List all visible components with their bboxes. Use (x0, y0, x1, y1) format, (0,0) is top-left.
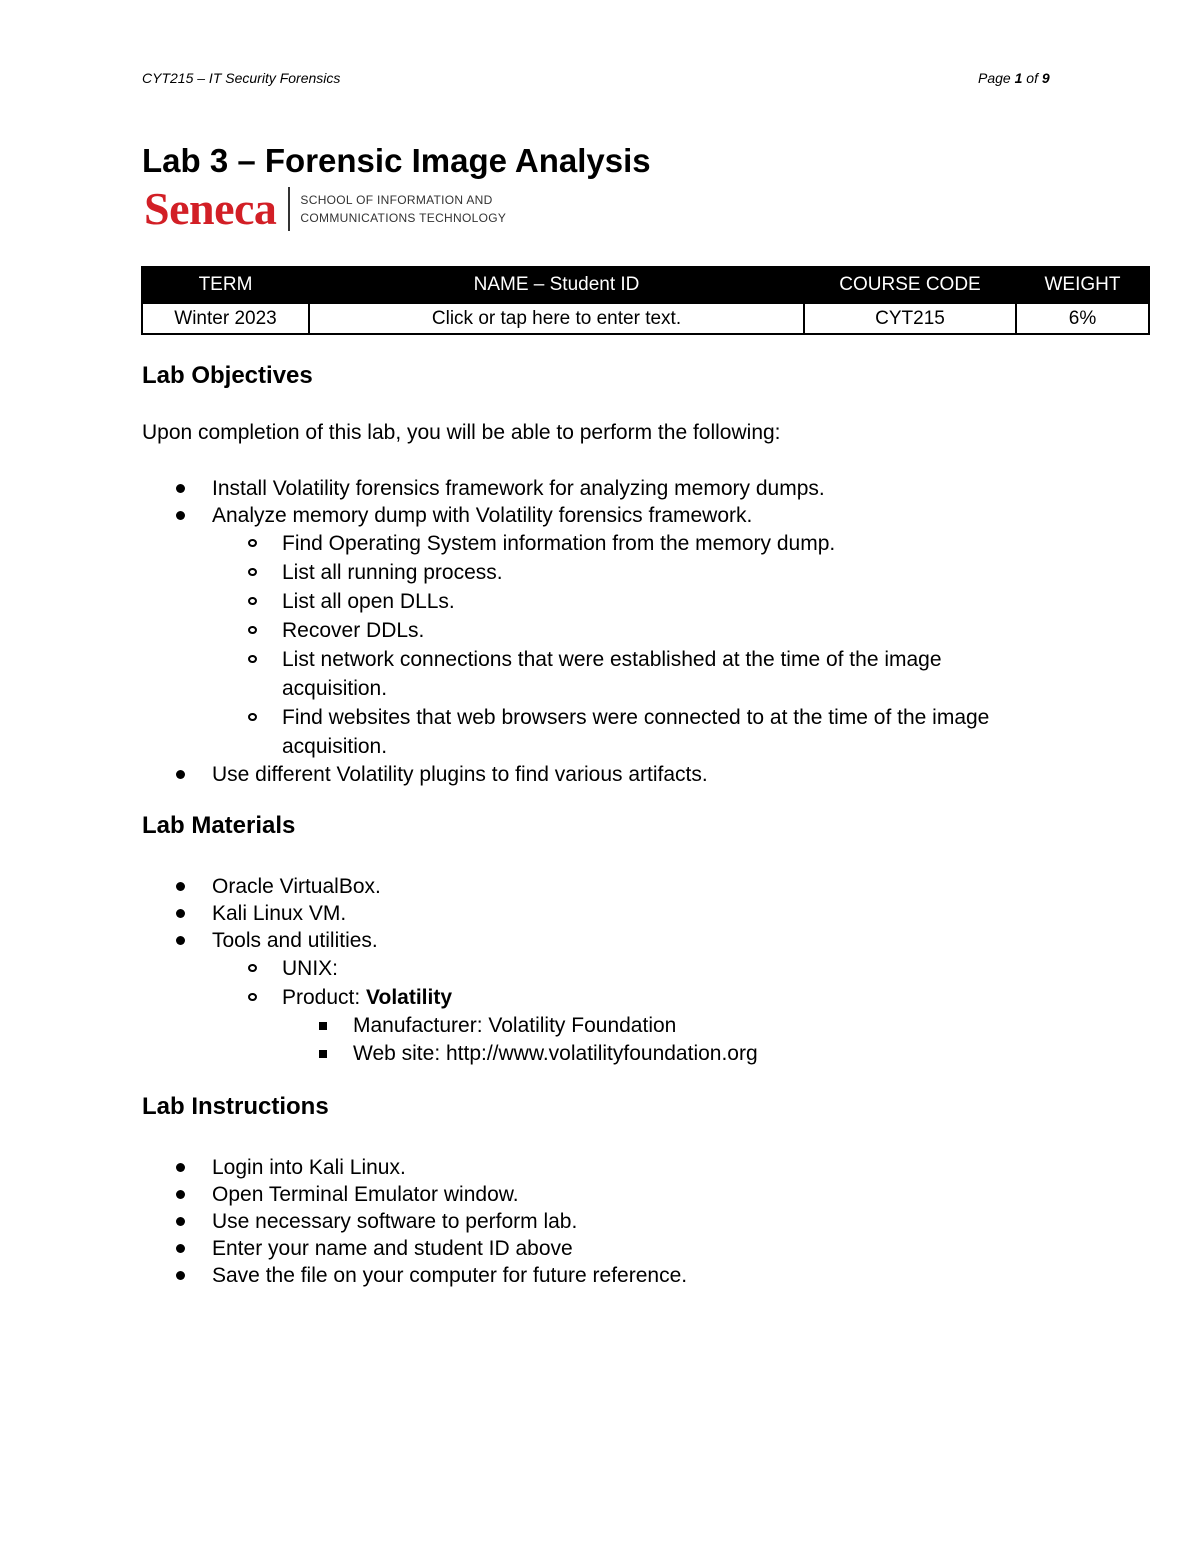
logo-wordmark: Seneca (144, 183, 277, 234)
product-label: Product: (282, 986, 367, 1009)
header-weight: WEIGHT (1016, 267, 1149, 303)
list-item-text: Tools and utilities. (212, 929, 378, 952)
page-number (978, 70, 1050, 86)
list-item (0, 761, 1042, 788)
bullet-icon (176, 1190, 185, 1199)
circle-bullet-icon (248, 993, 257, 1001)
list-item-text: Recover DDLs. (282, 619, 425, 642)
list-item (0, 900, 758, 927)
list-item (0, 1262, 687, 1289)
page-total: 9 (1041, 70, 1050, 86)
list-item (0, 1181, 687, 1208)
product-name: Volatility (366, 986, 453, 1009)
seneca-logo (144, 184, 506, 234)
list-item-text: Install Volatility forensics framework for analyzing memory dumps. (212, 477, 825, 500)
bullet-icon (176, 770, 185, 779)
list-item (0, 954, 758, 983)
page-current: 1 (1014, 70, 1023, 86)
running-header-course: CYT215 – IT Security Forensics (142, 70, 341, 86)
header-course-code: COURSE CODE (804, 267, 1016, 303)
table-header-row (142, 267, 1149, 303)
list-item (0, 475, 1042, 502)
bullet-icon (176, 1271, 185, 1280)
bullet-icon (176, 936, 185, 945)
page-title: Lab 3 – Forensic Image Analysis (142, 142, 651, 179)
list-item (0, 1040, 758, 1068)
list-item-text: Login into Kali Linux. (212, 1156, 406, 1179)
bullet-icon (176, 1217, 185, 1226)
instructions-list (0, 1154, 687, 1289)
objectives-heading: Lab Objectives (142, 362, 313, 389)
circle-bullet-icon (248, 568, 257, 576)
list-item (0, 1012, 758, 1040)
list-item (0, 1154, 687, 1181)
list-item-text: UNIX: (282, 957, 339, 980)
list-item-text: Find websites that web browsers were connected to at the time of the image acquisition. (282, 706, 990, 758)
bullet-icon (176, 882, 185, 891)
objectives-intro: Upon completion of this lab, you will be able to perform the following: (142, 421, 781, 444)
materials-heading: Lab Materials (142, 812, 296, 839)
list-item-text: Use different Volatility plugins to find various artifacts. (212, 763, 708, 786)
list-item-text: Oracle VirtualBox. (212, 875, 381, 898)
circle-bullet-icon (248, 626, 257, 634)
list-item (0, 502, 1042, 529)
list-item (0, 873, 758, 900)
materials-list (0, 873, 758, 1068)
list-item-text: Analyze memory dump with Volatility forensics framework. (212, 504, 753, 527)
list-item (0, 558, 1042, 587)
bullet-icon (176, 484, 185, 493)
list-item-text: Manufacturer: Volatility Foundation (353, 1014, 677, 1037)
list-item-text: Enter your name and student ID above (212, 1237, 573, 1260)
list-item (0, 529, 1042, 558)
logo-divider (288, 187, 290, 231)
table-row (142, 303, 1149, 334)
list-item (0, 1235, 687, 1262)
square-bullet-icon (319, 1050, 327, 1058)
bullet-icon (176, 1244, 185, 1253)
bullet-icon (176, 1163, 185, 1172)
cell-weight: 6% (1016, 303, 1149, 334)
page-prefix: Page (978, 70, 1015, 86)
list-item (0, 927, 758, 954)
cell-course-code: CYT215 (804, 303, 1016, 334)
list-item (0, 1208, 687, 1235)
circle-bullet-icon (248, 597, 257, 605)
list-item-text: Kali Linux VM. (212, 902, 347, 925)
circle-bullet-icon (248, 713, 257, 721)
bullet-icon (176, 909, 185, 918)
list-item (0, 587, 1042, 616)
circle-bullet-icon (248, 964, 257, 972)
page-of: of (1022, 70, 1042, 86)
list-item-text: List all open DLLs. (282, 590, 455, 613)
instructions-heading: Lab Instructions (142, 1093, 329, 1120)
list-item-text: Use necessary software to perform lab. (212, 1210, 578, 1233)
course-info-table (141, 266, 1150, 335)
list-item-text: Save the file on your computer for future reference. (212, 1264, 688, 1287)
circle-bullet-icon (248, 539, 257, 547)
logo-line-2: COMMUNICATIONS TECHNOLOGY (300, 211, 507, 225)
list-item-text: Find Operating System information from the memory dump. (282, 532, 836, 555)
square-bullet-icon (319, 1022, 327, 1030)
header-name-student-id: NAME – Student ID (309, 267, 804, 303)
list-item (0, 983, 758, 1012)
cell-term: Winter 2023 (142, 303, 309, 334)
list-item-text: Open Terminal Emulator window. (212, 1183, 519, 1206)
logo-line-1: SCHOOL OF INFORMATION AND (300, 193, 493, 207)
list-item (0, 645, 1042, 703)
student-name-field[interactable]: Click or tap here to enter text. (309, 303, 804, 334)
logo-school-name (300, 191, 506, 227)
list-item (0, 703, 1042, 761)
circle-bullet-icon (248, 655, 257, 663)
header-term: TERM (142, 267, 309, 303)
list-item-text: List network connections that were established at the time of the image acquisition. (282, 648, 942, 700)
list-item-text[interactable]: Web site: http://www.volatilityfoundation.org (353, 1042, 758, 1065)
list-item (0, 616, 1042, 645)
list-item-text: List all running process. (282, 561, 503, 584)
objectives-list (0, 475, 1042, 788)
bullet-icon (176, 511, 185, 520)
